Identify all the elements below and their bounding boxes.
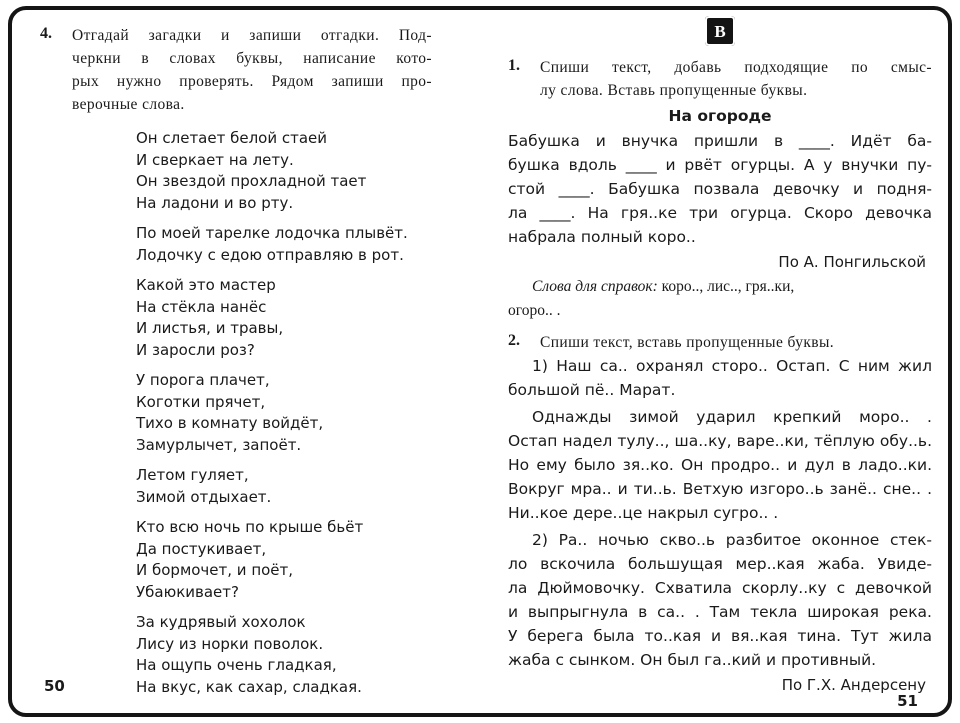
riddle-line: На ощупь очень гладкая, xyxy=(136,656,337,674)
page-left xyxy=(40,24,432,707)
page-right xyxy=(508,16,932,702)
task-2-text xyxy=(508,354,932,672)
riddle-line: Тихо в комнату войдёт, xyxy=(136,414,324,432)
reference-line: огоро.. . xyxy=(508,302,561,319)
task-1 xyxy=(508,56,932,323)
body-line: Однажды зимой ударил крепкий моро.. . xyxy=(532,408,932,426)
riddle-line: Коготки прячет, xyxy=(136,392,266,411)
task-2-header xyxy=(508,331,932,354)
riddle-stanza xyxy=(136,465,432,508)
riddle-line: Он звездой прохладной тает xyxy=(136,172,367,190)
riddle-line: И бормочет, и поёт, xyxy=(136,561,294,579)
body-line: ла Дюймовочку. Схватила скорлу..ку с девочкой xyxy=(508,579,932,597)
paragraph xyxy=(508,405,932,525)
riddle-line: У порога плачет, xyxy=(136,371,270,389)
riddle-line: Лису из норки поволок. xyxy=(136,634,324,653)
instruction-line: верочные слова. xyxy=(72,96,185,113)
body-line: большой пё.. Марат. xyxy=(508,381,676,399)
riddle-stanza xyxy=(136,128,432,214)
riddle-stanza xyxy=(136,370,432,456)
reference-words xyxy=(508,275,932,323)
body-line: набрала полный коро.. xyxy=(508,228,696,246)
riddle-line: На ладони и во рту. xyxy=(136,193,294,212)
riddle-stanza xyxy=(136,517,432,603)
body-line: Бабушка и внучка пришли в ____. Идёт ба- xyxy=(508,132,932,150)
instruction-line: Отгадай загадки и запиши отгадки. Под- xyxy=(72,27,432,44)
body-line: стой ____. Бабушка позвала девочку и подня- xyxy=(508,180,932,198)
riddle-line: И сверкает на лету. xyxy=(136,150,294,169)
riddle-line: Он слетает белой стаей xyxy=(136,129,328,147)
reference-rest: коро.., лис.., гря..ки, xyxy=(657,278,795,295)
instruction-line: Спиши текст, добавь подходящие по смыс- xyxy=(540,59,932,76)
page-number-right: 51 xyxy=(897,692,918,710)
page-number-left: 50 xyxy=(44,677,65,695)
riddle-line: Зимой отдыхает. xyxy=(136,487,272,506)
task-1-text xyxy=(508,129,932,249)
instruction-line: лу слова. Вставь пропущенные буквы. xyxy=(540,82,808,99)
body-line: Ни..кое дере..це накрыл сугро.. . xyxy=(508,504,779,522)
variant-badge xyxy=(705,16,735,46)
riddle-line: Какой это мастер xyxy=(136,276,276,294)
task-1-attribution: По А. Понгильской xyxy=(778,253,926,271)
task-2-attribution: По Г.Х. Андерсену xyxy=(781,676,926,694)
instruction-line: рых нужно проверять. Рядом запиши про- xyxy=(72,73,432,90)
body-line: 2) Ра.. ночью скво..ь разбитое оконное стек- xyxy=(532,531,932,549)
instruction-line: черкни в словах буквы, написание кото- xyxy=(72,50,432,67)
riddle-line: Кто всю ночь по крыше бьёт xyxy=(136,518,364,536)
riddle-line: И листья, и травы, xyxy=(136,319,284,337)
riddle-line: И заросли роз? xyxy=(136,340,255,359)
body-line: жаба с сынком. Он был га..кий и противный. xyxy=(508,651,877,669)
riddle-stanza xyxy=(136,275,432,361)
riddle-stanza xyxy=(136,612,432,698)
paragraph xyxy=(508,354,932,402)
riddle-line: На стёкла нанёс xyxy=(136,297,267,316)
task-2-number: 2. xyxy=(508,332,520,349)
body-line: бушка вдоль ____ и рвёт огурцы. А у внучки пу- xyxy=(508,156,932,174)
riddle-line: Да постукивает, xyxy=(136,539,267,558)
task-1-number: 1. xyxy=(508,57,520,74)
reference-lead: Слова для справок: xyxy=(532,278,658,295)
task-2 xyxy=(508,331,932,694)
task-4-instruction xyxy=(72,24,432,116)
riddle-line: Убаюкивает? xyxy=(136,582,239,601)
body-line: Но ему было зя..ко. Он продро.. и дул в ладо..ки. xyxy=(508,456,932,474)
riddle-line: За кудрявый хохолок xyxy=(136,613,306,631)
body-line: Вокруг мра.. и ти..ь. Ветхую изгоро..ь занё.. сне.. . xyxy=(508,480,932,498)
riddle-line: Замурлычет, запоёт. xyxy=(136,435,302,454)
body-line: У берега была то..кая и вя..кая тина. Тут жила xyxy=(508,627,932,645)
task-4-header xyxy=(40,24,432,116)
body-line: и выпрыгнула в са.. . Там текла широкая река. xyxy=(508,603,932,621)
body-line: 1) Наш са.. охранял сторо.. Остап. С ним жил xyxy=(532,357,932,375)
riddle-line: По моей тарелке лодочка плывёт. xyxy=(136,224,408,242)
exercise-title: На огороде xyxy=(668,107,772,125)
riddle-line: На вкус, как сахар, сладкая. xyxy=(136,677,362,696)
variant-letter: В xyxy=(714,21,726,41)
paragraph xyxy=(508,528,932,672)
task-1-header xyxy=(508,56,932,102)
instruction-line: Спиши текст, вставь пропущенные буквы. xyxy=(540,334,835,351)
riddle-line: Лодочку с едою отправляю в рот. xyxy=(136,245,404,264)
body-line: ла ____. На гря..ке три огурца. Скоро девочка xyxy=(508,204,932,222)
body-line: ло вскочила большущая мер..кая жаба. Увиде- xyxy=(508,555,932,573)
reference-line xyxy=(508,275,932,299)
body-line: Остап надел тулу.., ша..ку, варе..ки, тёплую обу..ь. xyxy=(508,432,932,450)
riddle-line: Летом гуляет, xyxy=(136,466,249,484)
riddles-block xyxy=(136,128,432,698)
task-2-instruction xyxy=(540,331,932,354)
task-4-number: 4. xyxy=(40,25,52,42)
task-1-instruction xyxy=(540,56,932,102)
riddle-stanza xyxy=(136,223,432,266)
